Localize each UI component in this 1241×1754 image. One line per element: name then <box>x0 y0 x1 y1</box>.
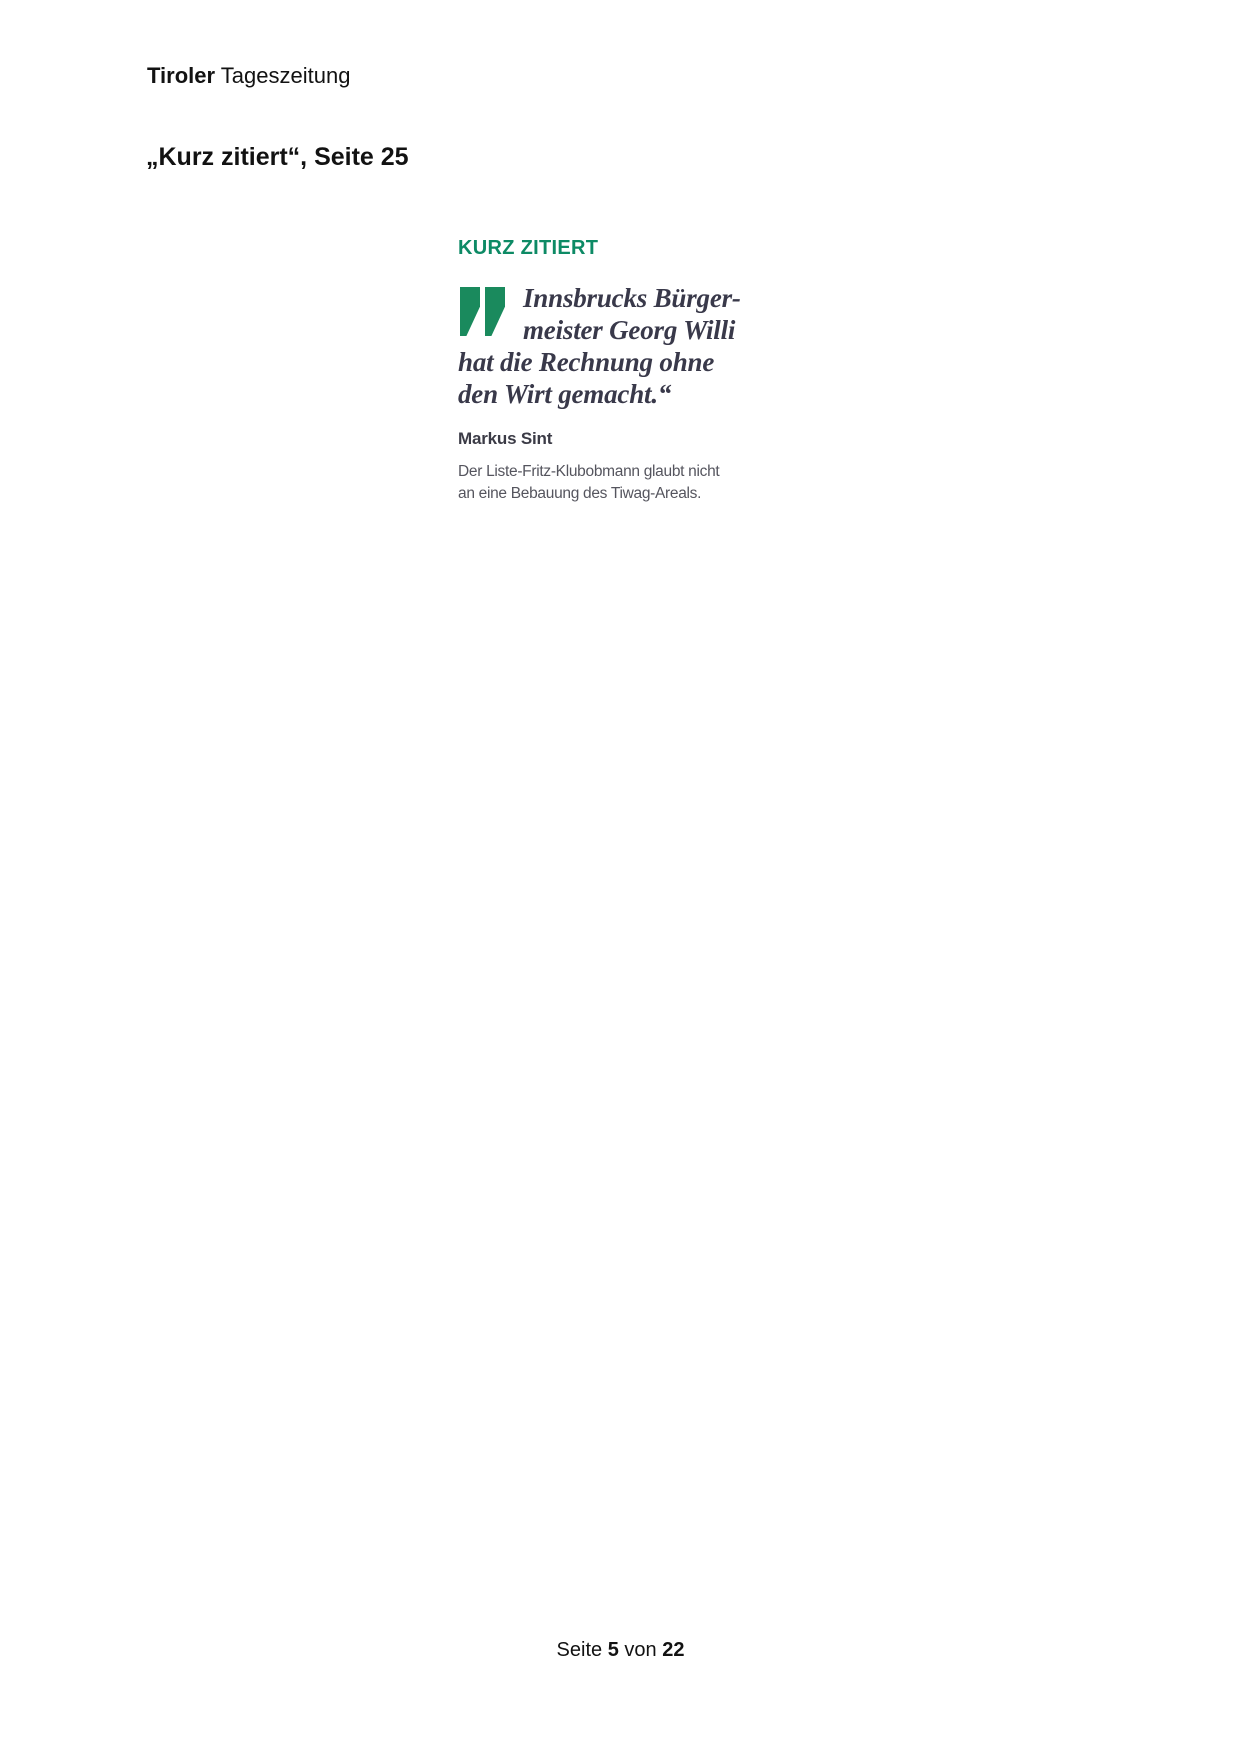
quote-caption-line: Der Liste-Fritz-Klubobmann glaubt nicht <box>458 463 720 480</box>
newspaper-title-bold: Tiroler <box>147 63 216 88</box>
pull-quote-line: Innsbrucks Bürger- <box>523 283 741 313</box>
newspaper-clipping <box>458 236 741 516</box>
pull-quote-line: den Wirt gemacht.“ <box>458 379 672 409</box>
newspaper-title-rest: Tageszeitung <box>215 63 351 88</box>
article-reference-heading: „Kurz zitiert“, Seite 25 <box>146 143 409 171</box>
pull-quote-line: meister Georg Willi <box>523 315 736 345</box>
page-indicator-total: 22 <box>662 1639 685 1661</box>
page-indicator-connector: von <box>624 1639 657 1661</box>
page-indicator-current: 5 <box>607 1639 619 1661</box>
pull-quote-line: hat die Rechnung ohne <box>458 347 715 377</box>
quote-author: Markus Sint <box>458 429 553 448</box>
clipping-section-title: KURZ ZITIERT <box>458 237 599 259</box>
page-indicator-prefix: Seite <box>556 1639 603 1661</box>
newspaper-title <box>147 62 350 89</box>
page-indicator <box>0 1638 1241 1663</box>
quote-caption <box>458 461 719 504</box>
pull-quote <box>458 282 741 410</box>
quote-caption-line: an eine Bebauung des Tiwag-Areals. <box>458 484 702 502</box>
